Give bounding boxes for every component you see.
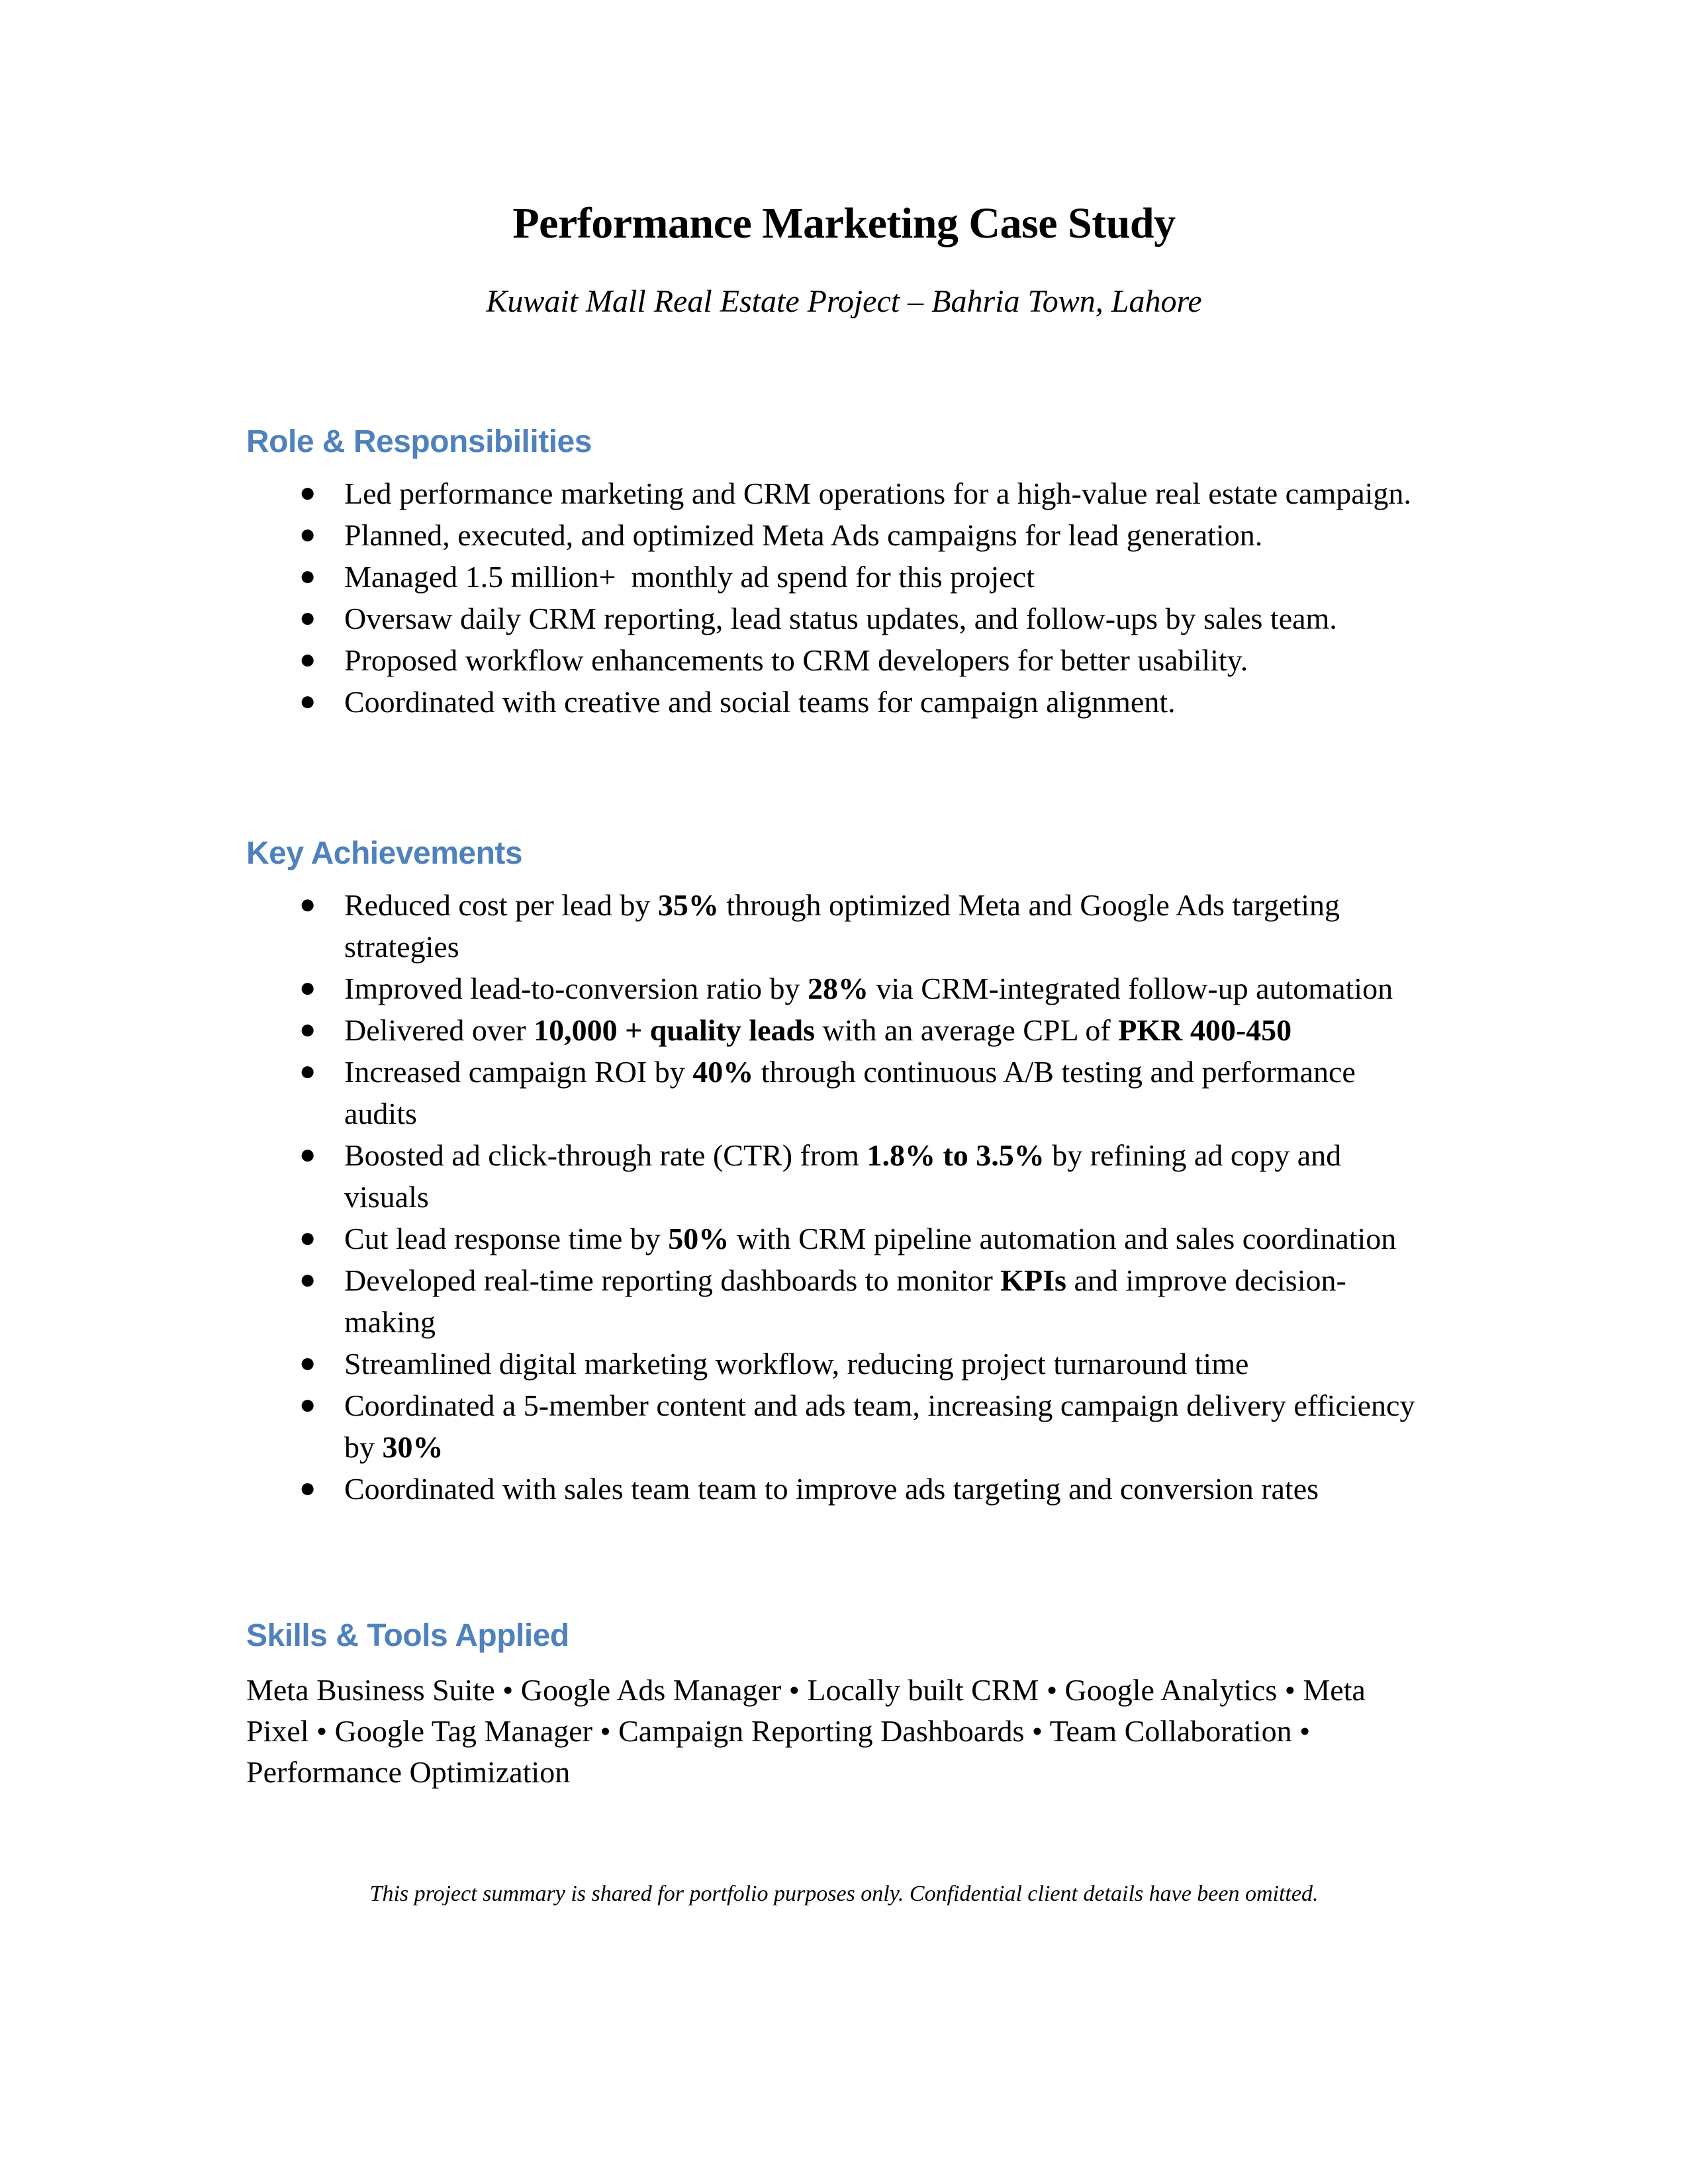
list-item: ● Coordinated a 5-member content and ads team, increasing campaign delivery efficiency by 30%: [246, 1385, 1425, 1468]
bullet-icon: ●: [299, 520, 316, 550]
list-item: ● Reduced cost per lead by 35% through optimized Meta and Google Ads targeting strategies: [246, 884, 1425, 968]
list-item: ● Improved lead-to-conversion ratio by 28% via CRM-integrated follow-up automation: [246, 968, 1425, 1009]
list-item: ● Managed 1.5 million+ monthly ad spend for this project: [246, 556, 1425, 598]
list-item: ● Boosted ad click-through rate (CTR) from 1.8% to 3.5% by refining ad copy and visuals: [246, 1134, 1425, 1218]
list-item: ● Planned, executed, and optimized Meta Ads campaigns for lead generation.: [246, 514, 1425, 556]
bullet-icon: ●: [299, 1223, 316, 1253]
section-heading-skills: Skills & Tools Applied: [246, 1618, 569, 1653]
section-heading-role: Role & Responsibilities: [246, 424, 592, 459]
list-item: ● Delivered over 10,000 + quality leads with an average CPL of PKR 400-450: [246, 1009, 1425, 1051]
page-subtitle: Kuwait Mall Real Estate Project – Bahria Town, Lahore: [486, 284, 1202, 319]
bullet-icon: ●: [299, 686, 316, 717]
bullet-icon: ●: [299, 973, 316, 1003]
bullet-icon: ●: [299, 1348, 316, 1379]
bullet-icon: ●: [299, 1390, 316, 1420]
bullet-icon: ●: [299, 1473, 316, 1504]
achievements-list: [246, 884, 1425, 1510]
page-title: Performance Marketing Case Study: [512, 199, 1176, 248]
list-item: ● Coordinated with sales team team to improve ads targeting and conversion rates: [246, 1468, 1425, 1510]
list-item: ● Oversaw daily CRM reporting, lead status updates, and follow-ups by sales team.: [246, 598, 1425, 639]
bullet-icon: ●: [299, 1056, 316, 1087]
list-item: ● Increased campaign ROI by 40% through continuous A/B testing and performance audits: [246, 1051, 1425, 1134]
section-heading-achievements: Key Achievements: [246, 836, 523, 871]
bullet-icon: ●: [299, 1015, 316, 1045]
list-item: ● Developed real-time reporting dashboards to monitor KPIs and improve decision-making: [246, 1259, 1425, 1343]
skills-text: Meta Business Suite • Google Ads Manager • Locally built CRM • Google Analytics • Meta Pixel • Google Tag Manager • Campaign Reporting Dashboards • Team Collaboration • Performance Optimization: [246, 1673, 1366, 1789]
list-item: ● Streamlined digital marketing workflow, reducing project turnaround time: [246, 1343, 1425, 1385]
bullet-icon: ●: [299, 1140, 316, 1170]
bullet-icon: ●: [299, 889, 316, 920]
list-item: ● Coordinated with creative and social teams for campaign alignment.: [246, 681, 1425, 723]
bullet-icon: ●: [299, 645, 316, 675]
list-item: ● Led performance marketing and CRM operations for a high-value real estate campaign.: [246, 473, 1425, 514]
list-item: ● Proposed workflow enhancements to CRM developers for better usability.: [246, 639, 1425, 681]
role-list: [246, 473, 1425, 723]
bullet-icon: ●: [299, 603, 316, 633]
list-item: ● Cut lead response time by 50% with CRM pipeline automation and sales coordination: [246, 1218, 1425, 1259]
bullet-icon: ●: [299, 561, 316, 592]
bullet-icon: ●: [299, 1265, 316, 1295]
bullet-icon: ●: [299, 478, 316, 508]
footer-note: This project summary is shared for portfolio purposes only. Confidential client details have been omitted.: [369, 1882, 1319, 1906]
